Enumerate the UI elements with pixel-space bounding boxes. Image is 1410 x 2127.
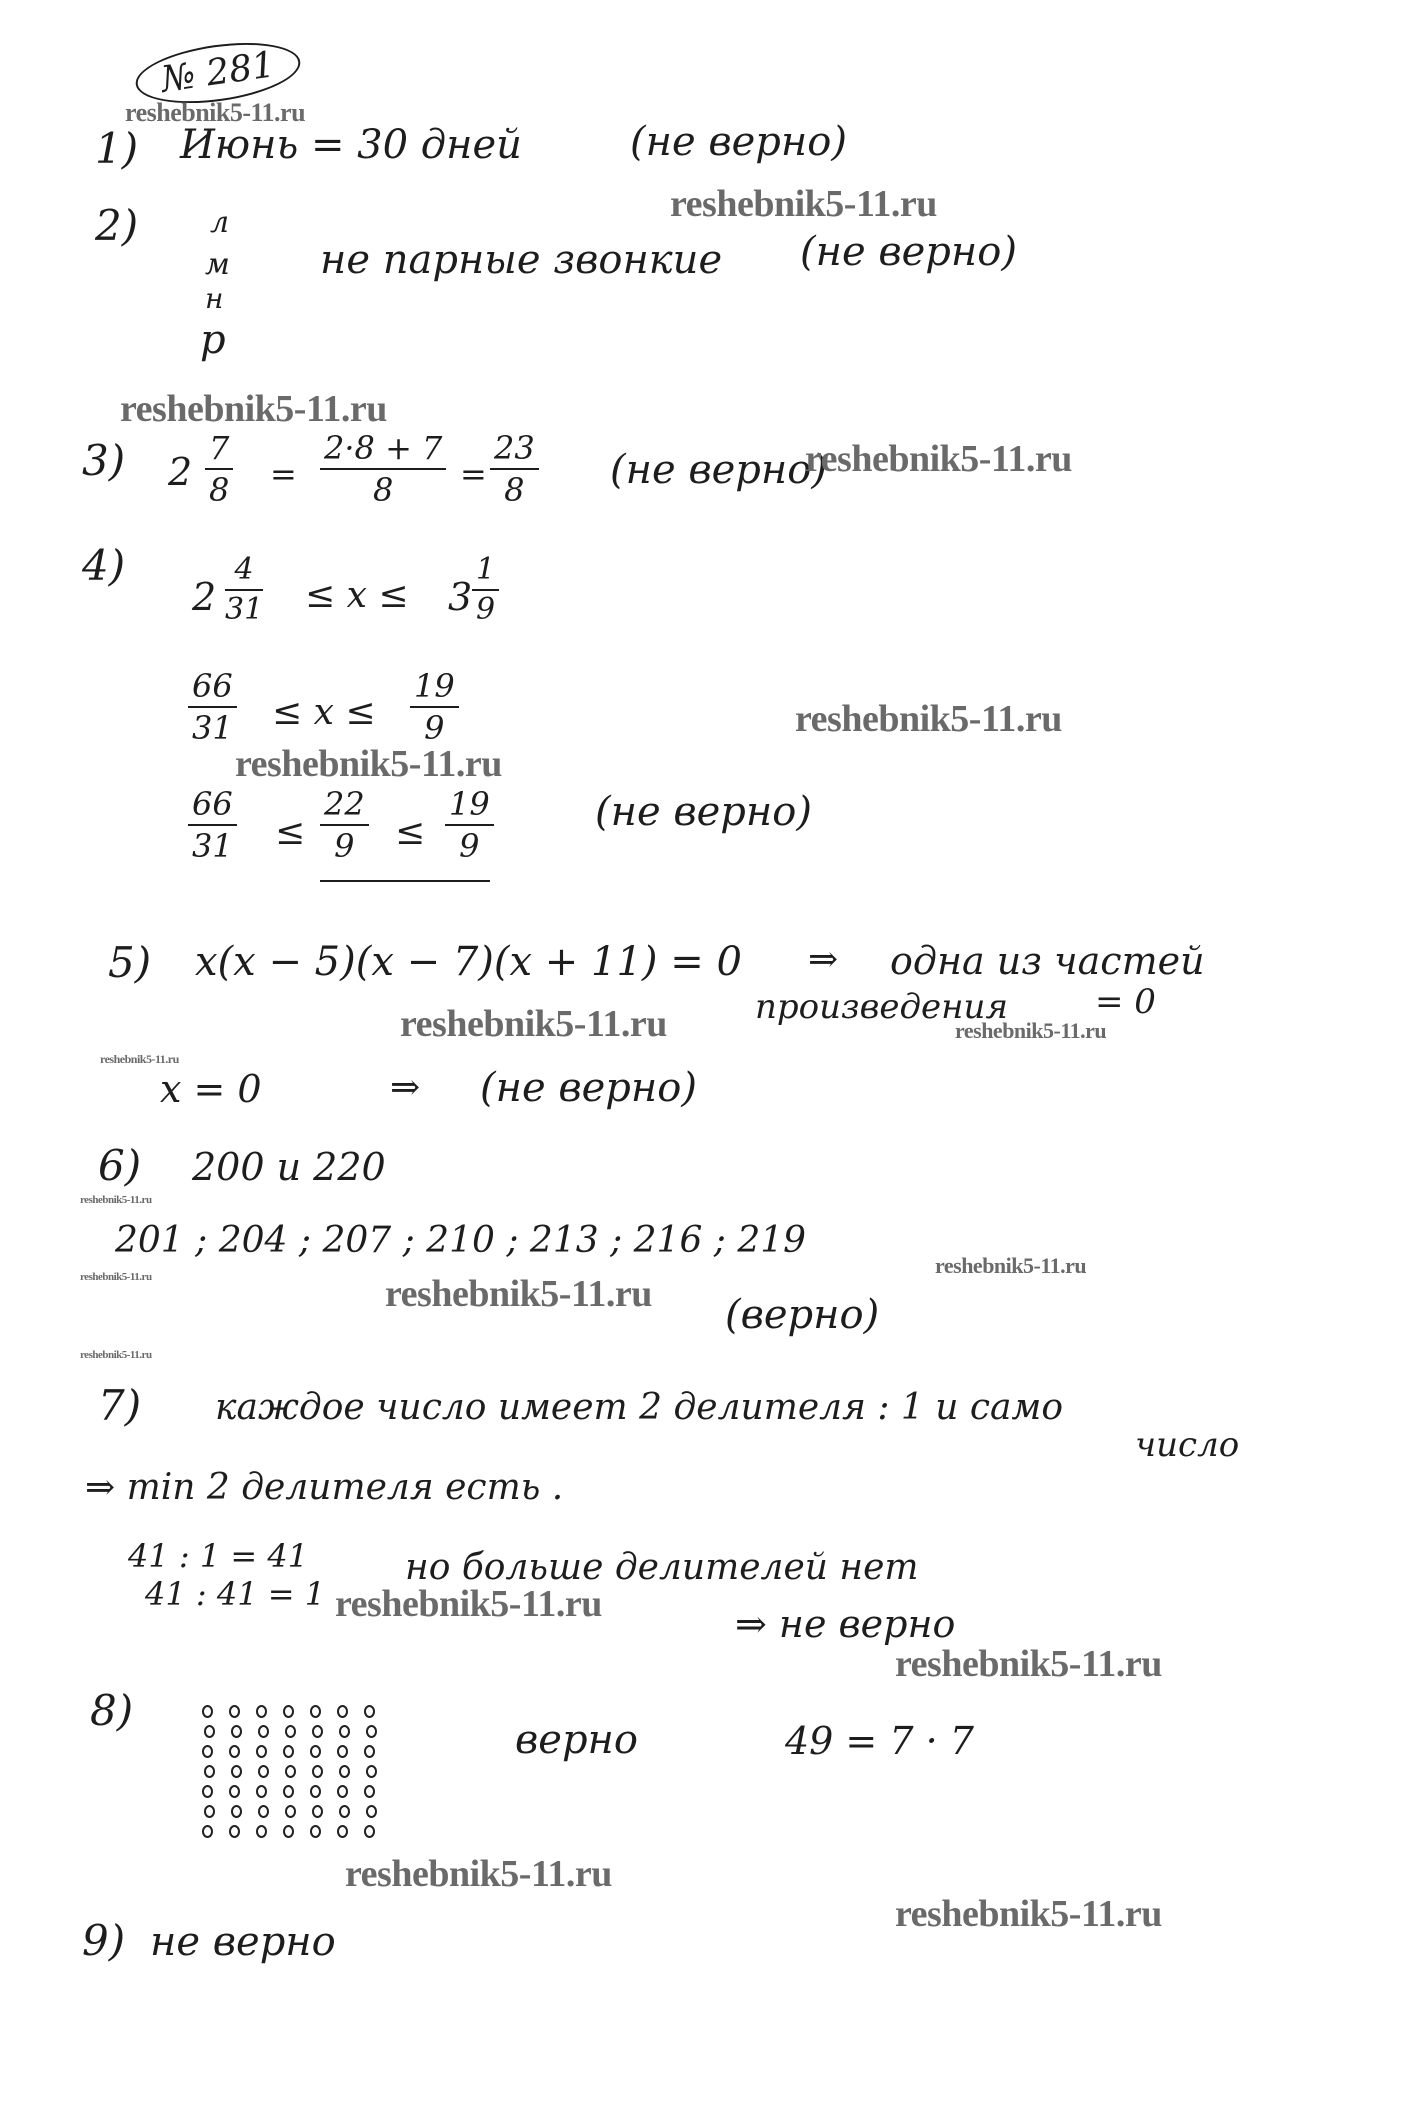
item-8-verdict: верно (515, 1717, 638, 1763)
dot (310, 1745, 321, 1758)
item-1-text: Июнь = 30 дней (180, 122, 522, 168)
item-3-number: 3) (82, 436, 126, 485)
watermark-8a: reshebnik5-11.ru (345, 1853, 612, 1895)
item-4-verdict: (не верно) (595, 789, 812, 835)
fraction-denominator: 8 (373, 471, 394, 509)
item-3-whole: 2 (168, 450, 193, 494)
item-4-underline (320, 880, 490, 882)
dot (231, 1805, 242, 1818)
item-6-verdict: (верно) (725, 1292, 880, 1338)
item-2-number: 2) (95, 201, 139, 250)
dot (256, 1705, 267, 1718)
item-4-number: 4) (82, 541, 126, 590)
dot (202, 1705, 213, 1718)
fraction-numerator: 23 (490, 432, 539, 470)
item-4-line1-whole2: 3 (448, 575, 473, 619)
item-1-number: 1) (95, 124, 139, 173)
dot (310, 1785, 321, 1798)
item-2-letter-r: р (200, 317, 226, 363)
dot (283, 1785, 294, 1798)
dot (339, 1765, 350, 1778)
fraction-numerator: 19 (410, 670, 459, 708)
item-6-range: 200 и 220 (192, 1145, 386, 1189)
item-2-verdict: (не верно) (800, 229, 1017, 275)
watermark-header: reshebnik5-11.ru (125, 98, 306, 127)
dot (364, 1785, 375, 1798)
watermark-5b: reshebnik5-11.ru (955, 1018, 1107, 1043)
item-4-line3-le-1: ≤ (275, 812, 306, 853)
dot (364, 1825, 375, 1838)
item-7-calc-1: 41 : 1 = 41 (128, 1537, 309, 1575)
fraction-denominator: 8 (504, 471, 525, 509)
item-1-verdict: (не верно) (630, 119, 847, 165)
dot (283, 1705, 294, 1718)
dot (256, 1825, 267, 1838)
dot (256, 1745, 267, 1758)
watermark-4b: reshebnik5-11.ru (235, 743, 502, 785)
dot (366, 1765, 377, 1778)
watermark-6e: reshebnik5-11.ru (80, 1349, 152, 1361)
item-5-note-3: = 0 (1095, 982, 1156, 1022)
item-5-result: x = 0 (160, 1067, 262, 1111)
watermark-5c: reshebnik5-11.ru (100, 1052, 179, 1066)
dot (231, 1725, 242, 1738)
watermark-6c: reshebnik5-11.ru (80, 1271, 152, 1283)
fraction-numerator: 7 (205, 432, 233, 470)
fraction-denominator: 31 (192, 709, 233, 747)
dot (258, 1765, 269, 1778)
item-3-fraction-3 (490, 429, 539, 509)
item-8-number: 8) (90, 1686, 134, 1735)
item-2-letter-m: м (205, 247, 230, 282)
item-9-verdict: не верно (150, 1919, 336, 1965)
item-7-number: 7) (98, 1381, 142, 1430)
item-7-line-1: каждое число имеет 2 делителя : 1 и само (215, 1387, 1064, 1428)
item-4-line3-le-2: ≤ (395, 812, 426, 853)
dot (312, 1765, 323, 1778)
dot (337, 1705, 348, 1718)
watermark-2: reshebnik5-11.ru (670, 183, 937, 225)
watermark-6b: reshebnik5-11.ru (935, 1253, 1087, 1278)
item-4-line1-fraction-1 (225, 552, 264, 627)
item-4-line3-fraction-1 (188, 785, 237, 865)
item-5-arrow-2: ⇒ (390, 1067, 421, 1108)
item-7-calc-2: 41 : 41 = 1 (145, 1575, 326, 1613)
dot (339, 1805, 350, 1818)
fraction-numerator: 19 (445, 788, 494, 826)
dot (285, 1765, 296, 1778)
watermark-4a: reshebnik5-11.ru (795, 698, 1062, 740)
dot (202, 1745, 213, 1758)
task-number: № 281 (132, 34, 304, 113)
dot (337, 1785, 348, 1798)
item-5-verdict: (не верно) (480, 1065, 697, 1111)
dot (283, 1825, 294, 1838)
fraction-denominator: 9 (459, 827, 480, 865)
dot (258, 1725, 269, 1738)
item-4-line1-inequality: ≤ x ≤ (305, 575, 409, 616)
item-8-equation: 49 = 7 · 7 (785, 1719, 974, 1763)
dot (339, 1725, 350, 1738)
fraction-numerator: 2·8 + 7 (320, 432, 446, 470)
item-5-arrow-1: ⇒ (808, 939, 839, 980)
fraction-denominator: 9 (476, 592, 496, 627)
dot (204, 1725, 215, 1738)
dot (202, 1825, 213, 1838)
item-7-line-1b: число (1135, 1425, 1240, 1465)
item-2-text: не парные звонкие (320, 237, 723, 283)
item-5-number: 5) (108, 938, 152, 987)
dot (310, 1705, 321, 1718)
watermark-6d: reshebnik5-11.ru (385, 1273, 652, 1315)
item-5-note-2: произведения (755, 987, 1008, 1027)
item-6-number: 6) (98, 1141, 142, 1190)
item-3-equals-1: = (270, 455, 297, 493)
dot (256, 1785, 267, 1798)
item-3-verdict: (не верно) (610, 447, 827, 493)
dot (337, 1745, 348, 1758)
item-4-line2-fraction-2 (410, 667, 459, 747)
item-7-verdict: ⇒ не верно (735, 1602, 956, 1646)
dot (202, 1785, 213, 1798)
item-9-number: 9) (82, 1916, 126, 1965)
item-4-line3-fraction-3 (445, 785, 494, 865)
watermark-5a: reshebnik5-11.ru (400, 1003, 667, 1045)
dot (229, 1785, 240, 1798)
fraction-denominator: 8 (209, 471, 230, 509)
watermark-7b: reshebnik5-11.ru (895, 1643, 1162, 1685)
watermark-3a: reshebnik5-11.ru (120, 388, 387, 430)
item-4-line2-inequality: ≤ x ≤ (272, 692, 376, 733)
dot (258, 1805, 269, 1818)
dot (366, 1805, 377, 1818)
fraction-numerator: 66 (188, 670, 237, 708)
dot (229, 1705, 240, 1718)
item-2-letter-n: н (205, 282, 224, 315)
item-3-fraction-1 (205, 429, 233, 509)
item-7-line-2: ⇒ min 2 делителя есть . (85, 1467, 564, 1508)
dot (310, 1825, 321, 1838)
dot (337, 1825, 348, 1838)
item-6-list: 201 ; 204 ; 207 ; 210 ; 213 ; 216 ; 219 (115, 1220, 807, 1261)
item-7-note: но больше делителей нет (405, 1547, 919, 1588)
dot (204, 1765, 215, 1778)
dot (364, 1745, 375, 1758)
item-3-fraction-2 (320, 429, 446, 509)
item-5-equation: x(x − 5)(x − 7)(x + 11) = 0 (195, 939, 742, 985)
dot (285, 1805, 296, 1818)
dot (229, 1825, 240, 1838)
item-4-line2-fraction-1 (188, 667, 237, 747)
item-4-line1-whole1: 2 (192, 575, 217, 619)
fraction-numerator: 1 (472, 555, 499, 591)
watermark-7a: reshebnik5-11.ru (335, 1583, 602, 1625)
fraction-denominator: 31 (192, 827, 233, 865)
watermark-8b: reshebnik5-11.ru (895, 1893, 1162, 1935)
item-4-line1-fraction-2 (472, 552, 499, 627)
dot (229, 1745, 240, 1758)
fraction-numerator: 66 (188, 788, 237, 826)
dot (312, 1725, 323, 1738)
dot (366, 1725, 377, 1738)
dot (283, 1745, 294, 1758)
fraction-numerator: 4 (225, 555, 263, 591)
item-3-equals-2: = (460, 455, 487, 493)
dot (364, 1705, 375, 1718)
item-2-letter-l: л (210, 205, 230, 240)
fraction-denominator: 9 (424, 709, 445, 747)
fraction-numerator: 22 (320, 788, 369, 826)
dot (285, 1725, 296, 1738)
fraction-denominator: 31 (225, 592, 264, 627)
watermark-3b: reshebnik5-11.ru (805, 438, 1072, 480)
item-4-line3-fraction-2 (320, 785, 369, 865)
item-5-note-1: одна из частей (890, 939, 1205, 983)
watermark-6a: reshebnik5-11.ru (80, 1194, 152, 1206)
dot (231, 1765, 242, 1778)
dot (204, 1805, 215, 1818)
item-8-dot-grid (202, 1705, 392, 1845)
dot (312, 1805, 323, 1818)
fraction-denominator: 9 (334, 827, 355, 865)
